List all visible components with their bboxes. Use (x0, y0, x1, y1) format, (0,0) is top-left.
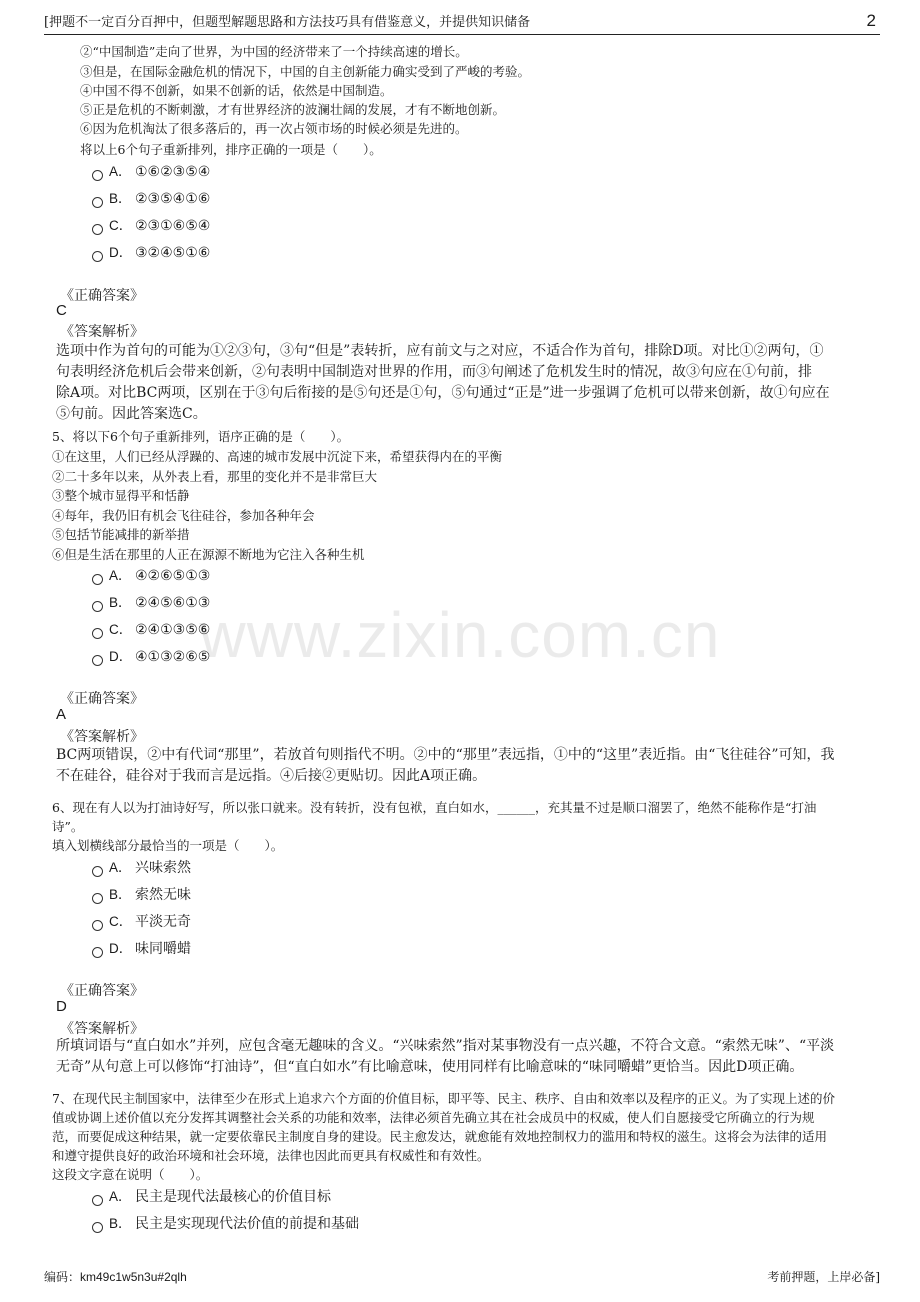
answer-label: 《正确答案》 (60, 983, 144, 999)
radio-icon[interactable] (92, 655, 103, 666)
q6-option-d[interactable]: D． 味同嚼蜡 (92, 939, 191, 959)
analysis-label: 《答案解析》 (60, 1021, 144, 1037)
answer-label: 《正确答案》 (60, 288, 144, 304)
q6-option-c[interactable]: C． 平淡无奇 (92, 912, 191, 932)
radio-icon[interactable] (92, 170, 103, 181)
q4-option-d[interactable]: D． ③②④⑤①⑥ (92, 243, 210, 263)
q5-question: 5、将以下6个句子重新排列，语序正确的是（ ）。 (52, 429, 350, 444)
q5-sentence: ③整个城市显得平和恬静 (52, 488, 190, 503)
page-header (44, 11, 880, 35)
page-footer (44, 1268, 880, 1288)
footer-slogan: 考前押题，上岸必备] (767, 1270, 880, 1284)
answer-value: A (56, 706, 67, 723)
radio-icon[interactable] (92, 251, 103, 262)
document-code: 编码：km49c1w5n3u#2qlh (44, 1270, 187, 1284)
q4-option-b[interactable]: B． ②③⑤④①⑥ (92, 189, 210, 209)
radio-icon[interactable] (92, 601, 103, 612)
q5-sentence: ②二十多年以来，从外表上看，那里的变化并不是非常巨大 (52, 469, 378, 484)
answer-value: C (56, 302, 67, 319)
q7-option-a[interactable]: A． 民主是现代法最核心的价值目标 (92, 1187, 331, 1207)
q6-option-b[interactable]: B． 索然无味 (92, 885, 191, 905)
page-number: 2 (866, 11, 876, 30)
q5-option-d[interactable]: D． ④①③②⑥⑤ (92, 647, 210, 667)
analysis-text: 所填词语与“直白如水”并列，应包含毫无趣味的含义。“兴味索然”指对某事物没有一点兴趣，不符合文意。“索然无味”、“平淡 无奇”从句意上可以修饰“打油诗”，但“直白如水”有比喻意味，使用同样有比喻意味的“味同嚼蜡”更恰当。因此D项正确。 (56, 1038, 835, 1075)
answer-label: 《正确答案》 (60, 691, 144, 707)
radio-icon[interactable] (92, 866, 103, 877)
q4-sentence: ⑤正是危机的不断刺激，才有世界经济的波澜壮阔的发展，才有不断地创新。 (80, 102, 506, 117)
q5-sentence: ⑥但是生活在那里的人正在源源不断地为它注入各种生机 (52, 547, 365, 562)
radio-icon[interactable] (92, 947, 103, 958)
analysis-text: 选项中作为首句的可能为①②③句，③句“但是”表转折，应有前文与之对应，不适合作为首句，排除D项。对比①②两句，① 句表明经济危机后会带来创新，②句表明中国制造对世界的作用，而③句阐述了危机发生时的情况，故③句应在①句前，排 除A项。对比BC两项，区别在于③句后衔接的是⑤句还是①句，⑤句通过“正是”进一步强调了危机可以带来创新，故①句应在 ⑤句前。因此答案选C。 (56, 343, 830, 422)
q5-option-a[interactable]: A． ④②⑥⑤①③ (92, 566, 210, 586)
q5-option-b[interactable]: B． ②④⑤⑥①③ (92, 593, 210, 613)
radio-icon[interactable] (92, 1195, 103, 1206)
q5-sentence: ①在这里，人们已经从浮躁的、高速的城市发展中沉淀下来，希望获得内在的平衡 (52, 449, 503, 464)
q5-option-c[interactable]: C． ②④①③⑤⑥ (92, 620, 210, 640)
q6-question: 6、现在有人以为打油诗好写，所以张口就来。没有转折，没有包袱，直白如水，______，充其量不过是顺口溜罢了，绝然不能称作是“打油 诗”。 填入划横线部分最恰当的一项是（ ）。 (52, 800, 817, 853)
watermark: www.zixin.com.cn (199, 599, 721, 671)
q4-option-c[interactable]: C． ②③①⑥⑤④ (92, 216, 210, 236)
q4-option-a[interactable]: A． ①⑥②③⑤④ (92, 162, 210, 182)
q5-sentence: ⑤包括节能减排的新举措 (52, 527, 190, 542)
analysis-text: BC两项错误，②中有代词“那里”，若放首句则指代不明。②中的“那里”表远指，①中的“这里”表近指。由“飞往硅谷”可知，我 不在硅谷，硅谷对于我而言是远指。④后接②更贴切。因此A项正确。 (56, 747, 835, 784)
q4-sentence: ③但是，在国际金融危机的情况下，中国的自主创新能力确实受到了严峻的考验。 (80, 64, 531, 79)
q4-prompt: 将以上6个句子重新排列，排序正确的一项是（ ）。 (80, 142, 382, 157)
q6-option-a[interactable]: A． 兴味索然 (92, 858, 191, 878)
q4-sentence: ⑥因为危机淘汰了很多落后的，再一次占领市场的时候必须是先进的。 (80, 121, 468, 136)
answer-value: D (56, 998, 67, 1015)
radio-icon[interactable] (92, 1222, 103, 1233)
radio-icon[interactable] (92, 920, 103, 931)
header-title: [押题不一定百分百押中，但题型解题思路和方法技巧具有借鉴意义，并提供知识储备 (44, 15, 531, 30)
radio-icon[interactable] (92, 628, 103, 639)
radio-icon[interactable] (92, 224, 103, 235)
radio-icon[interactable] (92, 574, 103, 585)
radio-icon[interactable] (92, 197, 103, 208)
analysis-label: 《答案解析》 (60, 729, 144, 745)
q7-question: 7、在现代民主制国家中，法律至少在形式上追求六个方面的价值目标，即平等、民主、秩序、自由和效率以及程序的正义。为了实现上述的价 值或协调上述价值以充分发挥其调整社会关系的功能和效率，法律必须首先确立其在社会成员中的权威，使人们自愿接受它所确立的行为规 范，而要促成这种结果，就一定要依靠民主制度自身的建设。民主愈发达，就愈能有效地控制权力的滥用和特权的滋生。这将会为法律的适用 和遵守提供良好的政治环境和社会环境，法律也因此而更具有权威性和有效性。 这段文字意在说明（ ）。 (52, 1091, 835, 1182)
q5-sentence: ④每年，我仍旧有机会飞往硅谷，参加各种年会 (52, 508, 315, 523)
analysis-label: 《答案解析》 (60, 324, 144, 340)
q4-sentence: ④中国不得不创新，如果不创新的话，依然是中国制造。 (80, 83, 393, 98)
radio-icon[interactable] (92, 893, 103, 904)
q4-sentence: ②“中国制造”走向了世界，为中国的经济带来了一个持续高速的增长。 (80, 44, 468, 59)
q7-option-b[interactable]: B． 民主是实现现代法价值的前提和基础 (92, 1214, 359, 1234)
